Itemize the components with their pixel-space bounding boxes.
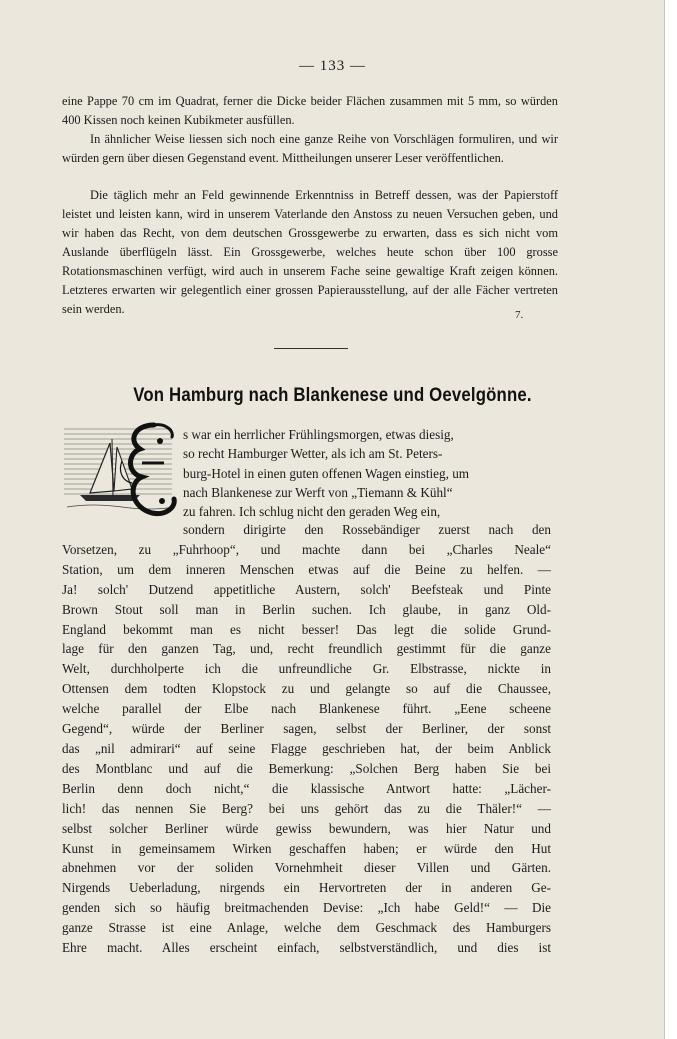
- text-line: Kunst in gemeinsamem Wirken geschaffen haben; er würde den Hut: [62, 840, 551, 856]
- text-line: Ottensen dem todten Klopstock zu und gelangte so auf die Chaussee,: [62, 681, 551, 697]
- text-line: Vorsetzen, zu „Fuhrhoop“, und machte dann bei „Charles Neale“: [62, 541, 551, 557]
- paragraph-proposals: In ähnlicher Weise liessen sich noch eine ganze Reihe von Vorschlägen formuliren, und wir würden gern über diesen Gegenstand event. Mittheilungen unserer Leser veröffentlichen.: [62, 132, 558, 165]
- text-line: selbst solcher Berliner würde gewiss bewundern, was hier Natur und: [62, 820, 551, 836]
- text-line: Ja! solch' Dutzend appetitliche Austern, solch' Beefsteak und Pinte: [62, 581, 551, 597]
- text-line: genden sich so häufig breitmachenden Devise: „Ich habe Geld!“ — Die: [62, 900, 551, 916]
- text-line: s war ein herrlicher Frühlingsmorgen, etwas diesig,: [183, 427, 454, 442]
- paragraph-papierstoff: Die täglich mehr an Feld gewinnende Erkenntniss in Betreff dessen, was der Papierstoff leistet und leisten kann, wird in unserem Vaterlande den Anstoss zu neuen Versuchen geben, und wir haben das Recht, von dem deutschen Grossgewerbe zu erwarten, dass es sich nicht vom Auslande überflügeln lässt. Ein Grossgewerbe, welches heute schon über 100 grosse Rotationsmaschinen verfügt, wird auch in unserem Fache seine gewaltige Kraft zeigen können. Letzteres erwarten wir gelegentlich einer grossen Papierausstellung, auf der alle Fächer vertreten sein werden.: [62, 188, 558, 316]
- page-number: — 133 —: [299, 58, 366, 74]
- text-line: nach Blankenese zur Werft von „Tiemann & Kühl“: [183, 485, 453, 500]
- text-line: abnehmen vor der soliden Vornehmheit dieser Villen und Gärten.: [62, 860, 551, 876]
- decorative-initial-e: [62, 421, 180, 521]
- text-line: Berlin denn doch nicht,“ die klassische Antwort hatte: „Lächer-: [62, 780, 551, 796]
- paragraph-continued: eine Pappe 70 cm im Quadrat, ferner die Dicke beider Flächen zusammen mit 5 mm, so würden 400 Kissen noch keinen Kubikmeter ausfüllen.: [62, 94, 558, 127]
- text-line: sondern dirigirte den Rossebändiger zuerst nach den: [183, 522, 551, 537]
- author-signature: 7.: [515, 309, 524, 321]
- text-line: lich! das nennen Sie Berg? bei uns gehört das zu die Thäler!“ —: [62, 800, 551, 816]
- text-line: Ehre macht. Alles erscheint einfach, selbstverständlich, und dies ist: [62, 940, 551, 956]
- text-line: England bekommt man es nicht besser! Das legt die solide Grund-: [62, 621, 551, 637]
- text-line: burg-Hotel in einen guten offenen Wagen einstieg, um: [183, 466, 470, 481]
- text-line: Welt, durchholperte ich die unfreundliche Gr. Elbstrasse, nickte in: [62, 661, 551, 677]
- text-line: zu fahren. Ich schlug nicht den geraden Weg ein,: [183, 504, 441, 519]
- text-line: ganze Strasse ist eine Anlage, welche dem Geschmack des Hamburgers: [62, 920, 551, 936]
- text-line: Gegend“, würde der Berliner sagen, selbst der Berliner, der sonst: [62, 721, 551, 737]
- text-line: so recht Hamburger Wetter, als ich am St. Peters-: [183, 446, 443, 461]
- text-line: des Montblanc und auf die Bemerkung: „Solchen Berg haben Sie bei: [62, 760, 551, 776]
- text-line: Brown Stout soll man in Berlin suchen. Ich glaube, in ganz Old-: [62, 601, 551, 617]
- section-divider: [274, 348, 348, 349]
- article-title: Von Hamburg nach Blankenese und Oevelgönne.: [133, 384, 532, 406]
- text-line: Nirgends Ueberladung, nirgends ein Hervortreten der in anderen Ge-: [62, 880, 551, 896]
- text-line: Station, um dem inneren Menschen etwas auf die Beine zu helfen. —: [62, 561, 551, 577]
- article-body: [62, 520, 551, 958]
- text-line: das „nil admirari“ auf seine Flagge geschrieben hat, der beim Anblick: [62, 740, 551, 756]
- text-line: lage für den ganzen Tag, und, recht freundlich gestimmt für die ganze: [62, 641, 551, 657]
- text-line: welche parallel der Elbe nach Blankenese führt. „Eene scheene: [62, 701, 551, 717]
